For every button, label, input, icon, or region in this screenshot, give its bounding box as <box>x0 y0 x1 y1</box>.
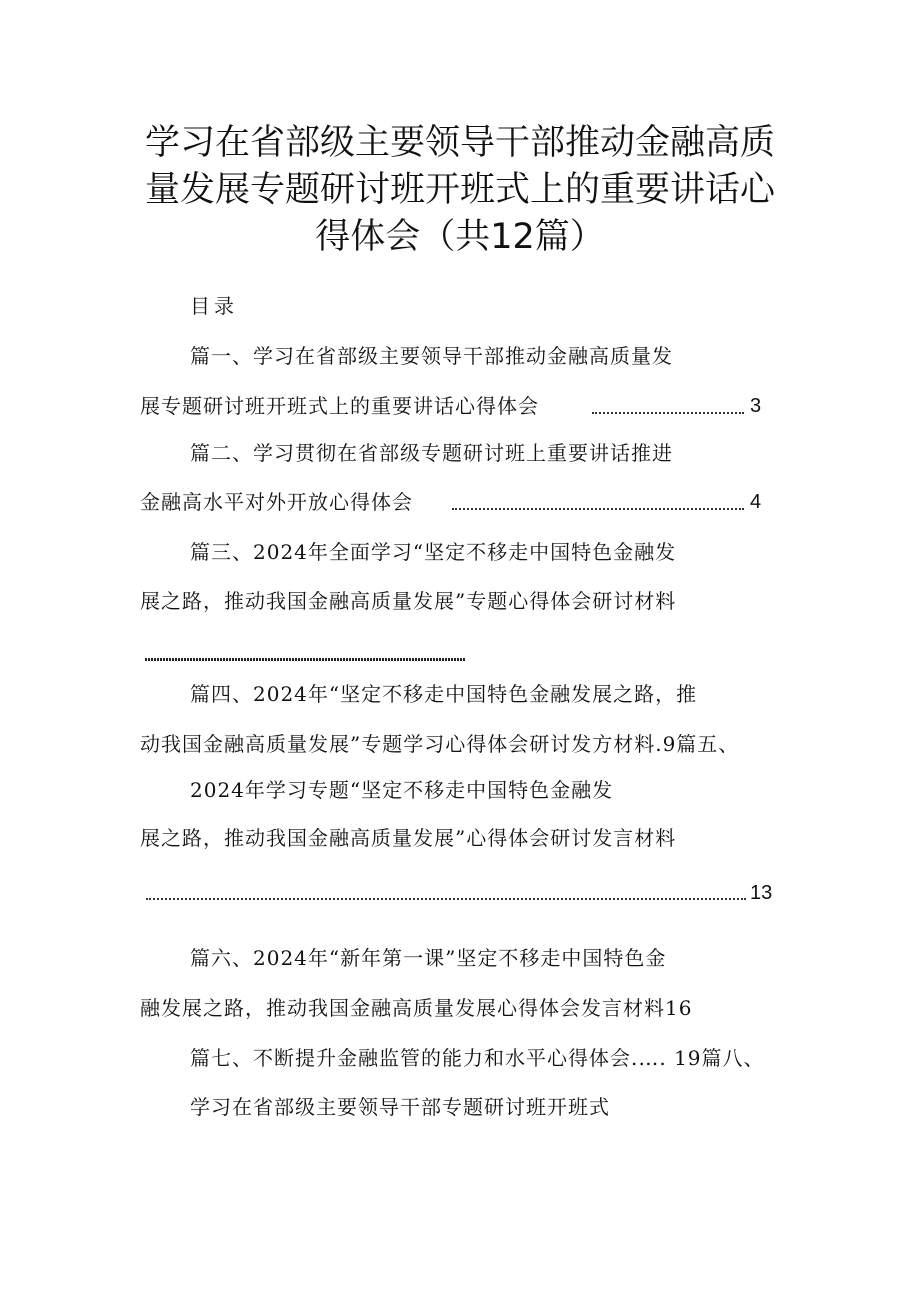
title-line-1: 学习在省部级主要领导干部推动金融高质 <box>144 123 775 163</box>
title-line-3: 得体会（共12篇） <box>315 217 605 257</box>
toc-entry-7-line-2: 学习在省部级主要领导干部专题研讨班开班式 <box>190 1095 610 1119</box>
title-line-2: 量发展专题研讨班开班式上的重要讲话心 <box>144 170 775 210</box>
toc-entry-6-line-2: 融发展之路，推动我国金融高质量发展心得体会发言材料16 <box>140 996 693 1020</box>
toc-entry-1-leader <box>592 412 744 414</box>
toc-entry-2-line-1: 篇二、学习贯彻在省部级专题研讨班上重要讲话推进 <box>190 441 673 465</box>
toc-entry-3-line-2: 展之路，推动我国金融高质量发展”专题心得体会研讨材料 <box>140 589 677 613</box>
toc-entry-5-leader <box>146 898 746 900</box>
toc-entry-5-line-2: 展之路，推动我国金融高质量发展”心得体会研讨发言材料 <box>140 826 677 850</box>
toc-entry-6-line-1: 篇六、2024年“新年第一课”坚定不移走中国特色金 <box>190 946 667 970</box>
toc-entry-4-line-1: 篇四、2024年“坚定不移走中国特色金融发展之路，推 <box>190 682 698 706</box>
toc-entry-2-leader <box>452 508 744 510</box>
toc-entry-3-line-1: 篇三、2024年全面学习“坚定不移走中国特色金融发 <box>190 540 677 564</box>
toc-entry-5-line-1: 2024年学习专题“坚定不移走中国特色金融发 <box>190 778 614 802</box>
toc-entry-3-leader <box>145 658 465 661</box>
toc-entry-1-line-2: 展专题研讨班开班式上的重要讲话心得体会 <box>140 394 539 418</box>
toc-entry-1-line-1: 篇一、学习在省部级主要领导干部推动金融高质量发 <box>190 344 673 368</box>
toc-entry-1-page: 3 <box>750 395 762 417</box>
toc-entry-5-page: 13 <box>750 882 773 904</box>
toc-entry-2-line-2: 金融高水平对外开放心得体会 <box>140 490 413 514</box>
toc-entry-4-line-2: 动我国金融高质量发展”专题学习心得体会研讨发方材料.9篇五、 <box>140 732 740 756</box>
toc-entry-7-line-1: 篇七、不断提升金融监管的能力和水平心得体会.…. 19篇八、 <box>190 1046 765 1070</box>
toc-heading: 目录 <box>190 294 238 318</box>
toc-entry-2-page: 4 <box>750 491 762 513</box>
